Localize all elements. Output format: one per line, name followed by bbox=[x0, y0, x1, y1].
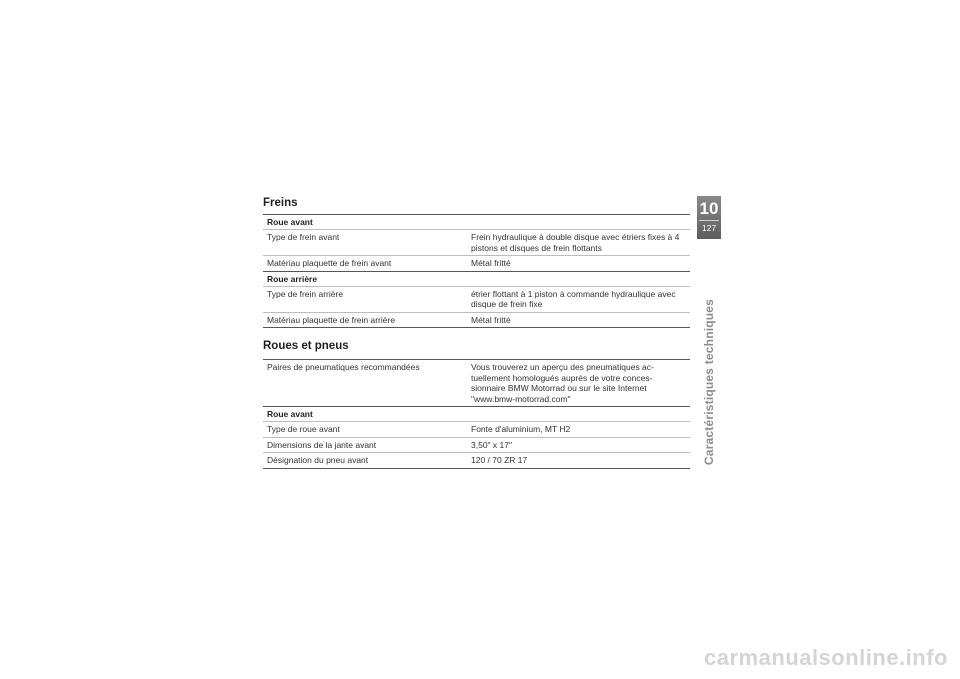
spec-value: Métal fritté bbox=[471, 314, 511, 325]
spec-label: Matériau plaquette de frein avant bbox=[267, 258, 392, 268]
spec-label: Désignation du pneu avant bbox=[267, 455, 369, 465]
spec-label: Type de roue avant bbox=[267, 424, 340, 434]
group-head-rear-wheel: Roue arrière bbox=[263, 271, 690, 286]
table-row bbox=[263, 452, 690, 468]
table-end-rule bbox=[263, 468, 690, 469]
chapter-side-title: Caractéristiques techniques bbox=[702, 298, 716, 466]
table-row bbox=[263, 421, 690, 437]
page-number: 127 bbox=[701, 223, 717, 233]
table-row bbox=[263, 312, 690, 328]
spec-value: étrier flottant à 1 piston à commande hydraulique avec disque de frein fixe bbox=[471, 288, 676, 309]
watermark: carmanualsonline.info bbox=[704, 645, 948, 670]
group-head-front-wheel: Roue avant bbox=[263, 406, 690, 421]
chapter-divider bbox=[699, 220, 719, 221]
spec-value: 120 / 70 ZR 17 bbox=[471, 455, 528, 465]
section-title-roues: Roues et pneus bbox=[263, 340, 349, 352]
spec-value: 3,50" x 17" bbox=[471, 439, 513, 450]
spec-value: Vous trouverez un aperçu des pneumatiques ac-tuellement homologués auprès de votre conces-sionnaire BMW Motorrad ou sur le site Internet "www.bmw-motorrad.com" bbox=[471, 362, 654, 404]
brakes-table bbox=[263, 214, 690, 328]
table-row bbox=[263, 360, 690, 406]
table-row bbox=[263, 229, 690, 255]
spec-value: Fonte d'aluminium, MT H2 bbox=[471, 424, 571, 434]
table-row bbox=[263, 286, 690, 312]
page-content bbox=[263, 196, 690, 469]
chapter-number: 10 bbox=[699, 199, 719, 218]
spec-label: Type de frein avant bbox=[267, 232, 340, 242]
table-row bbox=[263, 255, 690, 271]
spec-value: Métal fritté bbox=[471, 258, 511, 268]
spec-label: Matériau plaquette de frein arrière bbox=[267, 314, 396, 325]
spec-label: Type de frein arrière bbox=[267, 288, 344, 299]
wheels-table bbox=[263, 359, 690, 469]
section-title-freins: Freins bbox=[263, 197, 298, 209]
table-row bbox=[263, 437, 690, 453]
table-end-rule bbox=[263, 327, 690, 328]
spec-value: Frein hydraulique à double disque avec étriers fixes à 4 pistons et disques de frein flottants bbox=[471, 232, 680, 253]
spec-label: Dimensions de la jante avant bbox=[267, 439, 377, 450]
chapter-tab bbox=[697, 196, 721, 239]
group-head-front-wheel: Roue avant bbox=[263, 214, 690, 229]
spec-label: Paires de pneumatiques recommandées bbox=[267, 362, 420, 372]
